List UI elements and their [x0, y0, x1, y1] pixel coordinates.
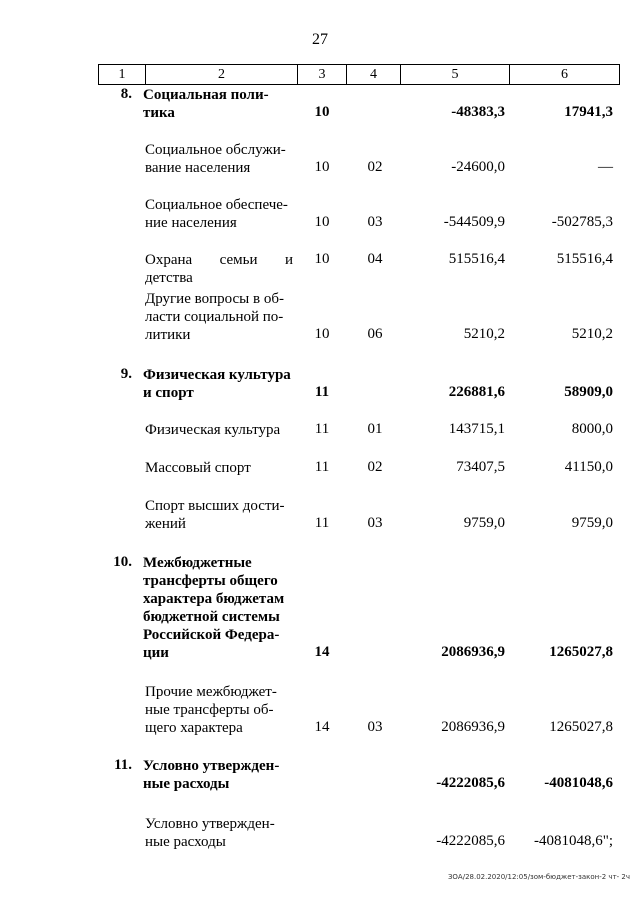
column-header-5: 5	[401, 65, 510, 84]
amount-col-6: 1265027,8	[549, 719, 613, 735]
subsection-code: 06	[367, 326, 383, 342]
row-name: Условно утвержден- ные расходы	[145, 816, 275, 850]
section-code: 10	[314, 251, 330, 267]
section-code: 14	[314, 644, 330, 660]
amount-col-5: -24600,0	[451, 159, 505, 175]
amount-col-6: -4081048,6	[544, 775, 613, 791]
amount-col-5: 515516,4	[448, 251, 505, 267]
page-number: 27	[312, 31, 328, 48]
section-code: 10	[314, 214, 330, 230]
section-code: 14	[314, 719, 330, 735]
amount-col-6: 9759,0	[571, 515, 613, 531]
subsection-code: 03	[367, 515, 383, 531]
amount-col-6: 515516,4	[556, 251, 613, 267]
subsection-code: 04	[367, 251, 383, 267]
row-number: 11.	[114, 757, 132, 773]
amount-col-5: 73407,5	[456, 459, 505, 475]
row-number: 10.	[113, 554, 132, 570]
section-code: 10	[314, 104, 330, 120]
amount-col-6: 41150,0	[564, 459, 613, 475]
row-name: Условно утвержден- ные расходы	[143, 758, 280, 792]
section-code: 11	[314, 384, 330, 400]
row-number: 8.	[120, 86, 132, 102]
subsection-code: 01	[367, 421, 383, 437]
column-header-1: 1	[99, 65, 146, 84]
subsection-code: 03	[367, 719, 383, 735]
column-header-3: 3	[298, 65, 347, 84]
row-name: Социальная поли- тика	[143, 87, 269, 121]
amount-col-5: -544509,9	[443, 214, 505, 230]
row-name: Социальное обеспече- ние населения	[145, 197, 288, 231]
row-name: Спорт высших дости- жений	[145, 498, 285, 532]
amount-col-6: 8000,0	[571, 421, 613, 437]
section-code: 10	[314, 159, 330, 175]
row-name: Прочие межбюджет- ные трансферты об- щего характера	[145, 684, 277, 736]
document-footer: ЗОА/28.02.2020/12:05/зом-бюджет-закон-2 чт- 2ч	[447, 873, 630, 881]
column-header-6: 6	[561, 67, 568, 82]
column-header-2: 2	[146, 65, 298, 84]
subsection-code: 03	[367, 214, 383, 230]
amount-col-5: 2086936,9	[441, 719, 505, 735]
amount-col-6: —	[598, 159, 613, 175]
amount-col-6: 17941,3	[564, 104, 613, 120]
section-code: 11	[314, 421, 330, 437]
amount-col-5: -4222085,6	[436, 775, 505, 791]
row-name: Другие вопросы в об- ласти социальной по- литики	[145, 291, 284, 343]
row-name: Физическая культура	[145, 422, 281, 438]
amount-col-6: -4081048,6";	[533, 833, 613, 849]
amount-col-6: -502785,3	[551, 214, 613, 230]
section-code: 11	[314, 515, 330, 531]
section-code: 10	[314, 326, 330, 342]
amount-col-5: 5210,2	[463, 326, 505, 342]
row-number: 9.	[120, 366, 132, 382]
subsection-code: 02	[367, 459, 383, 475]
amount-col-5: -48383,3	[451, 104, 505, 120]
row-name: Межбюджетные трансферты общего характера бюджетам бюджетной системы Российской Федера- ции	[143, 555, 285, 661]
column-header-row	[98, 64, 620, 85]
row-name: Физическая культура и спорт	[143, 367, 291, 401]
amount-col-5: 143715,1	[448, 421, 505, 437]
amount-col-5: -4222085,6	[436, 833, 505, 849]
amount-col-5: 2086936,9	[441, 644, 505, 660]
amount-col-6: 5210,2	[571, 326, 613, 342]
amount-col-6: 58909,0	[564, 384, 613, 400]
section-code: 11	[314, 459, 330, 475]
row-name: Социальное обслужи- вание населения	[145, 142, 286, 176]
subsection-code: 02	[367, 159, 383, 175]
row-name: Охрана семьи и детства	[145, 252, 293, 286]
amount-col-6: 1265027,8	[549, 644, 613, 660]
row-name: Массовый спорт	[145, 460, 251, 476]
column-header-4: 4	[347, 65, 401, 84]
amount-col-5: 9759,0	[463, 515, 505, 531]
amount-col-5: 226881,6	[448, 384, 505, 400]
